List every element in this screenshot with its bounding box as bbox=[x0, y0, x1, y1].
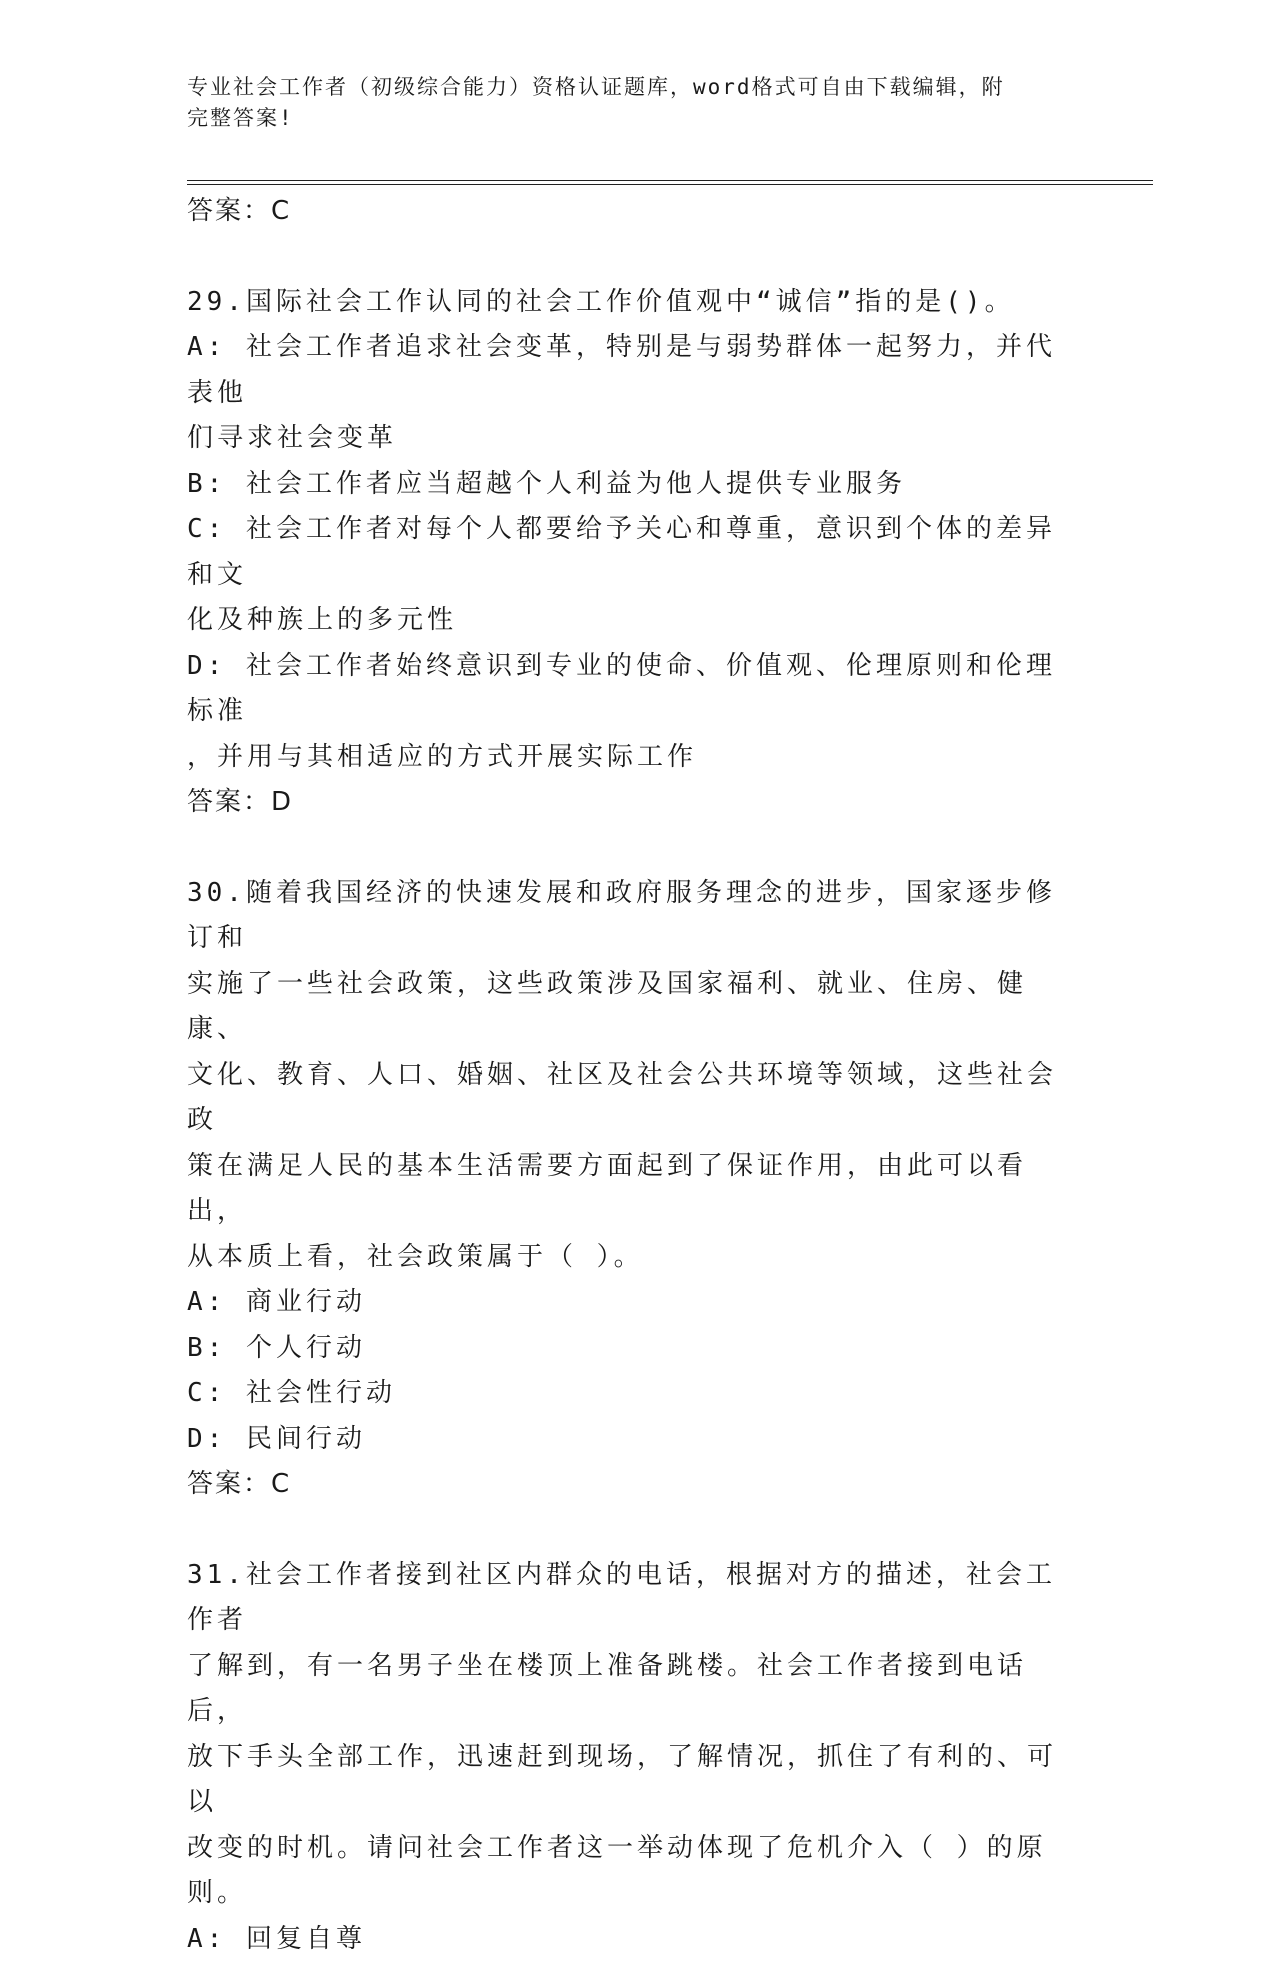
option-c: C: 社会工作者对每个人都要给予关心和尊重，意识到个体的差异和文 bbox=[187, 507, 1077, 598]
header-rule bbox=[187, 180, 1153, 181]
option-b: B: 个人行动 bbox=[187, 1326, 1077, 1372]
option-c-continued: 化及种族上的多元性 bbox=[187, 598, 1077, 644]
question-text: 从本质上看，社会政策属于（ ）。 bbox=[187, 1235, 1077, 1281]
document-body bbox=[187, 189, 1077, 1962]
question-text: 实施了一些社会政策，这些政策涉及国家福利、就业、住房、健康、 bbox=[187, 962, 1077, 1053]
question-text: 改变的时机。请问社会工作者这一举动体现了危机介入（ ）的原则。 bbox=[187, 1826, 1077, 1917]
question-text: 29.国际社会工作认同的社会工作价值观中“诚信”指的是()。 bbox=[187, 280, 1077, 326]
answer-line: 答案：D bbox=[187, 780, 1077, 826]
question-text: 策在满足人民的基本生活需要方面起到了保证作用，由此可以看出， bbox=[187, 1144, 1077, 1235]
option-a-continued: 们寻求社会变革 bbox=[187, 416, 1077, 462]
header-rule bbox=[187, 184, 1153, 185]
question-text: 30.随着我国经济的快速发展和政府服务理念的进步，国家逐步修订和 bbox=[187, 871, 1077, 962]
question-text: 31.社会工作者接到社区内群众的电话，根据对方的描述，社会工作者 bbox=[187, 1553, 1077, 1644]
answer-line: 答案：C bbox=[187, 1462, 1077, 1508]
question-text: 了解到，有一名男子坐在楼顶上准备跳楼。社会工作者接到电话后， bbox=[187, 1644, 1077, 1735]
option-a: A: 回复自尊 bbox=[187, 1917, 1077, 1962]
question-block bbox=[187, 1553, 1077, 1962]
answer-line: 答案：C bbox=[187, 189, 1077, 235]
header-line: 完整答案! bbox=[187, 103, 1077, 134]
option-c: C: 社会性行动 bbox=[187, 1371, 1077, 1417]
question-block bbox=[187, 871, 1077, 1508]
page-header bbox=[187, 72, 1077, 134]
header-line: 专业社会工作者（初级综合能力）资格认证题库，word格式可自由下载编辑，附 bbox=[187, 72, 1077, 103]
option-d: D: 社会工作者始终意识到专业的使命、价值观、伦理原则和伦理标准 bbox=[187, 644, 1077, 735]
option-a: A: 社会工作者追求社会变革，特别是与弱势群体一起努力，并代表他 bbox=[187, 325, 1077, 416]
option-d: D: 民间行动 bbox=[187, 1417, 1077, 1463]
question-text: 放下手头全部工作，迅速赶到现场，了解情况，抓住了有利的、可以 bbox=[187, 1735, 1077, 1826]
option-d-continued: ，并用与其相适应的方式开展实际工作 bbox=[187, 735, 1077, 781]
question-block bbox=[187, 280, 1077, 826]
option-a: A: 商业行动 bbox=[187, 1280, 1077, 1326]
option-b: B: 社会工作者应当超越个人利益为他人提供专业服务 bbox=[187, 462, 1077, 508]
question-text: 文化、教育、人口、婚姻、社区及社会公共环境等领域，这些社会政 bbox=[187, 1053, 1077, 1144]
